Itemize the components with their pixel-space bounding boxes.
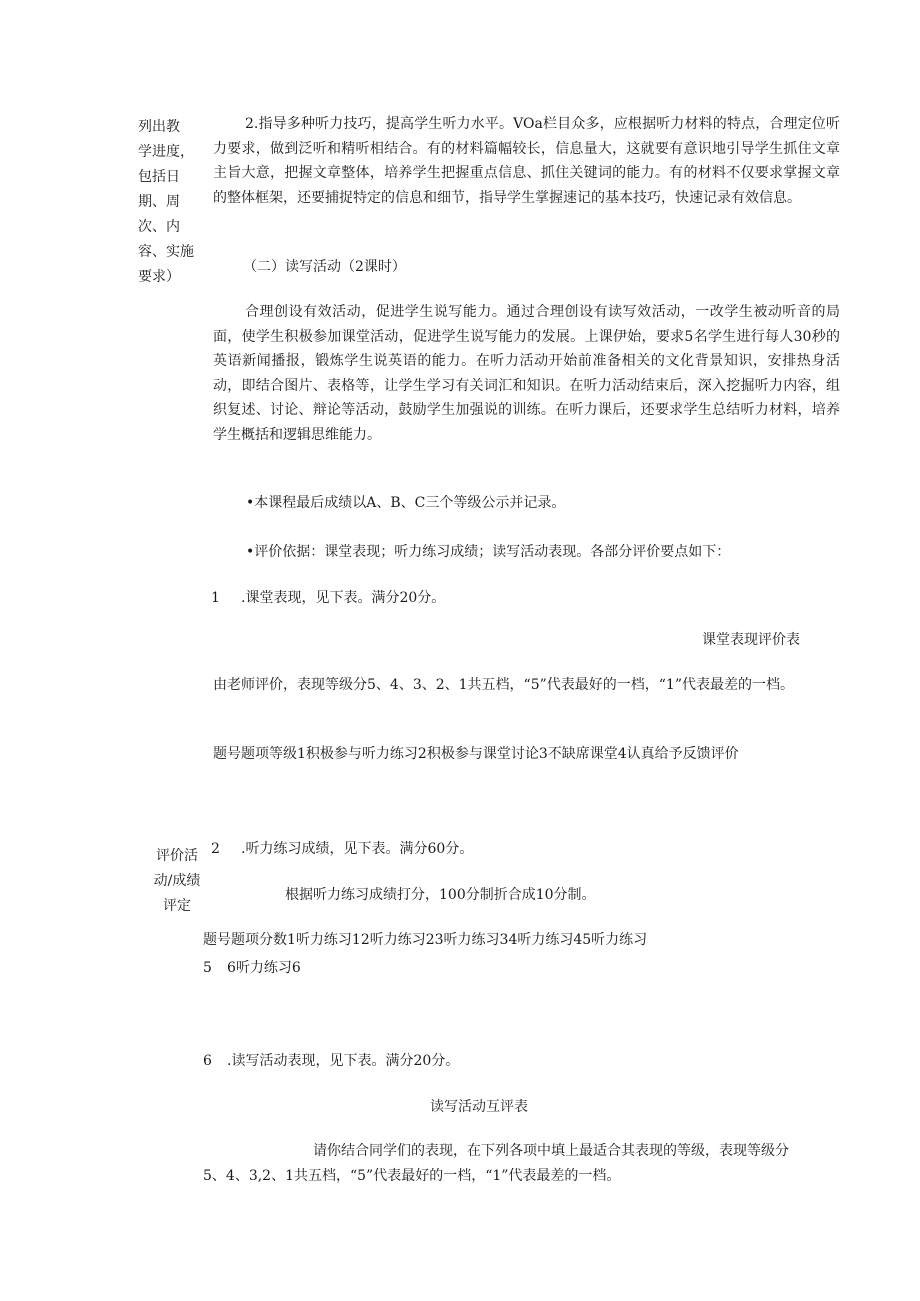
table-3-description-line-2: 5、4、3,2、1共五档，“5”代表最好的一档，“1”代表最差的一档。 — [203, 1168, 621, 1184]
item-number: 6 — [203, 1053, 212, 1069]
item-text: .读写活动表现，见下表。满分20分。 — [227, 1053, 460, 1069]
sidebar-line: 列出教 — [138, 119, 180, 135]
section-two-heading: （二）读写活动（2课时） — [243, 259, 406, 275]
grades-bullet: •本课程最后成绩以A、B、C三个等级公示并记录。 — [246, 495, 566, 511]
sidebar-line: 评定 — [163, 898, 191, 914]
sidebar-line: 动/成绩 — [153, 873, 201, 889]
table-2-description: 根据听力练习成绩打分，100分制折合成10分制。 — [285, 887, 596, 903]
item-text: .听力练习成绩，见下表。满分60分。 — [241, 841, 474, 857]
table-3-description-line-1: 请你结合同学们的表现，在下列各项中填上最适合其表现的等级，表现等级分 — [313, 1143, 789, 1159]
row-number: 5 — [203, 960, 212, 976]
progress-sidebar-label — [138, 115, 210, 290]
table-1-row: 题号题项等级1积极参与听力练习2积极参与课堂讨论3不缺席课堂4认真给予反馈评价 — [213, 746, 739, 762]
sidebar-line: 评价活 — [156, 848, 198, 864]
table-2-row-1: 题号题项分数1听力练习12听力练习23听力练习34听力练习45听力练习 — [203, 932, 648, 948]
section-two-paragraph: 合理创设有效活动，促进学生说写能力。通过合理创设有读写效活动，一改学生被动听音的局面，使学生积极参加课堂活动，促进学生说写能力的发展。上课伊始，要求5名学生进行每人30秒的英语新闻播报，锻炼学生说英语的能力。在听力活动开始前准备相关的文化背景知识，安排热身活动，即结合图片、表格等，让学生学习有关词汇和知识。在听力活动结束后，深入挖掘听力内容，组织复述、讨论、辩论等活动，鼓励学生加强说的训练。在听力课后，还要求学生总结听力材料，培养学生概括和逻辑思维能力。 — [213, 304, 840, 443]
item-number: 2 — [211, 841, 220, 857]
table-1-description: 由老师评价，表现等级分5、4、3、2、1共五档，“5”代表最好的一档，“1”代表最差的一档。 — [213, 677, 794, 693]
item-text: .课堂表现，见下表。满分20分。 — [241, 590, 446, 606]
item-2-heading — [211, 838, 473, 860]
basis-bullet: •评价依据：课堂表现；听力练习成绩；读写活动表现。各部分评价要点如下： — [246, 544, 731, 560]
table-1-title: 课堂表现评价表 — [702, 632, 800, 648]
table-3-title: 读写活动互评表 — [430, 1099, 528, 1115]
row-text: 6听力练习6 — [227, 960, 301, 976]
sidebar-line: 包括日 — [138, 169, 180, 185]
item-3-heading — [203, 1050, 459, 1072]
table-2-row-2 — [203, 957, 301, 979]
listening-tips-paragraph: 2.指导多种听力技巧，提高学生听力水平。VOa栏目众多，应根据听力材料的特点，合理定位听力要求，做到泛听和精听相结合。有的材料篇幅较长，信息量大，这就要有意识地引导学生抓住文章主旨大意，把握文章整体，培养学生把握重点信息、抓住关键词的能力。有的材料不仅要求掌握文章的整体框架，还要捕捉特定的信息和细节，指导学生掌握速记的基本技巧，快速记录有效信息。 — [213, 116, 840, 206]
sidebar-line: 容、实施 — [138, 244, 194, 260]
sidebar-line: 学进度， — [138, 144, 194, 160]
evaluation-sidebar-label — [144, 844, 210, 919]
sidebar-line: 次、内 — [138, 219, 180, 235]
item-number: 1 — [211, 590, 220, 606]
item-1-heading — [211, 587, 445, 609]
sidebar-line: 要求） — [138, 269, 180, 285]
sidebar-line: 期、周 — [138, 194, 180, 210]
